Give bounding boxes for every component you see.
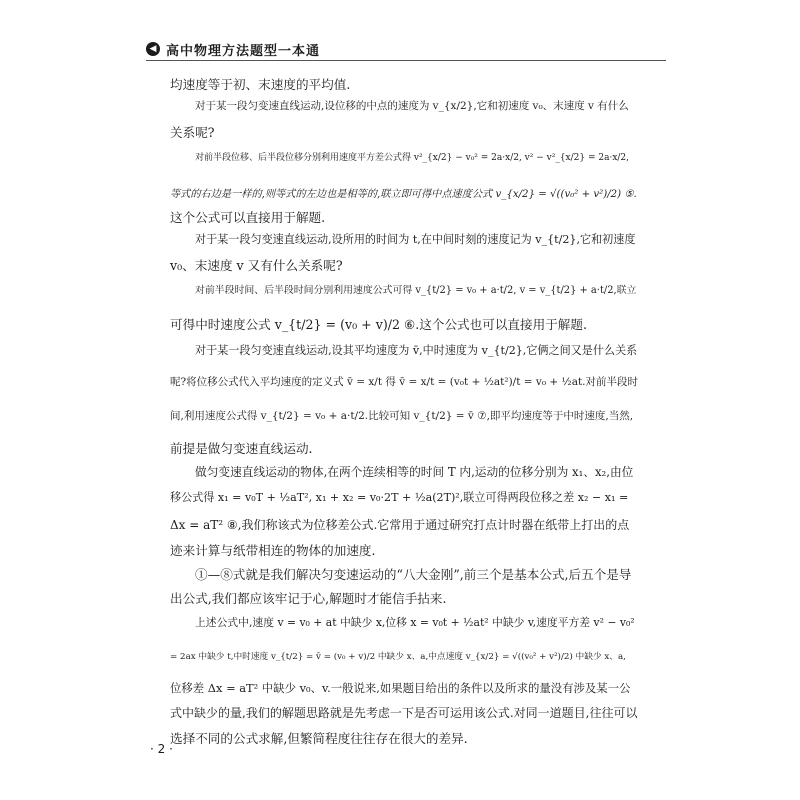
text-line: 关系呢? <box>170 125 215 140</box>
text-line: 出公式,我们都应该牢记于心,解题时才能信手拈来. <box>170 591 447 606</box>
text-line: 上述公式中,速度 v = v₀ + at 中缺少 x,位移 x = v₀t + ½at² 中缺少 v,速度平方差 v² − v₀² <box>195 616 635 629</box>
text-line: 可得中时速度公式 v_{t/2} = (v₀ + v)/2 ⑥.这个公式也可以直接用于解题. <box>170 317 588 332</box>
text-line: 位移差 Δx = aT² 中缺少 v₀、v.一般说来,如果题目给出的条件以及所求的量没有涉及某一公 <box>170 681 631 695</box>
text-line: 移公式得 x₁ = v₀T + ½aT², x₁ + x₂ = v₀·2T + ½a(2T)²,联立可得两段位移之差 x₂ − x₁ = <box>170 491 629 504</box>
text-line: 等式的右边是一样的,则等式的左边也是相等的,联立即可得中点速度公式 v_{x/2} = √((v₀² + v²)/2) ⑤. <box>170 189 637 200</box>
text-line: 对于某一段匀变速直线运动,设位移的中点的速度为 v_{x/2},它和初速度 v₀、末速度 v 有什么 <box>195 100 629 112</box>
text-line: 呢?将位移公式代入平均速度的定义式 v̄ = x/t 得 v̄ = x/t = (v₀t + ½at²)/t = v₀ + ½at.对前半段时 <box>170 376 639 388</box>
text-line: 做匀变速直线运动的物体,在两个连续相等的时间 T 内,运动的位移分别为 x₁、x₂,由位 <box>195 465 634 479</box>
text-line: 对于某一段匀变速直线运动,设其平均速度为 v̄,中时速度为 v_{t/2},它俩之间又是什么关系 <box>195 344 638 357</box>
text-line: v₀、末速度 v 又有什么关系呢? <box>170 258 343 273</box>
text-line: 这个公式可以直接用于解题. <box>170 210 326 225</box>
text-line: 前提是做匀变速直线运动. <box>170 441 313 456</box>
running-header <box>146 40 320 58</box>
text-line: 均速度等于初、末速度的平均值. <box>170 77 351 92</box>
text-line: 间,利用速度公式得 v_{t/2} = v₀ + a·t/2.比较可知 v_{t/2} = v̄ ⑦,即平均速度等于中时速度,当然, <box>170 410 634 422</box>
text-line: 对于某一段匀变速直线运动,设所用的时间为 t,在中间时刻的速度记为 v_{t/2},它和初速度 <box>195 233 636 246</box>
text-line: ①—⑧式就是我们解决匀变速运动的“八大金刚”,前三个是基本公式,后五个是导 <box>195 567 632 582</box>
text-line: 对前半段时间、后半段时间分别利用速度公式可得 v_{t/2} = v₀ + a·t/2, v = v_{t/2} + a·t/2,联立 <box>195 285 637 296</box>
book-title: 高中物理方法题型一本通 <box>166 43 321 59</box>
text-line: Δx = aT² ⑧,我们称该式为位移差公式.它常用于通过研究打点计时器在纸带上打出的点 <box>170 518 630 532</box>
header-rule <box>146 60 666 61</box>
text-line: 迹来计算与纸带相连的物体的加速度. <box>170 543 376 558</box>
text-line: 式中缺少的量,我们的解题思路就是先考虑一下是否可运用该公式.对同一道题目,往往可以 <box>170 706 638 720</box>
left-triangle-icon: ◀ <box>146 42 160 56</box>
text-line: = 2ax 中缺少 t,中时速度 v_{t/2} = v̄ = (v₀ + v)/2 中缺少 x、a,中点速度 v_{x/2} = √((v₀² + v²)/2) 中缺少 x、a, <box>170 652 626 662</box>
text-line: 对前半段位移、后半段位移分别利用速度平方差公式得 v²_{x/2} − v₀² = 2a·x/2, v² − v²_{x/2} = 2a·x/2, <box>195 153 630 163</box>
page-number: · 2 · <box>150 742 173 756</box>
text-line: 选择不同的公式求解,但繁简程度往往存在很大的差异. <box>170 731 468 746</box>
